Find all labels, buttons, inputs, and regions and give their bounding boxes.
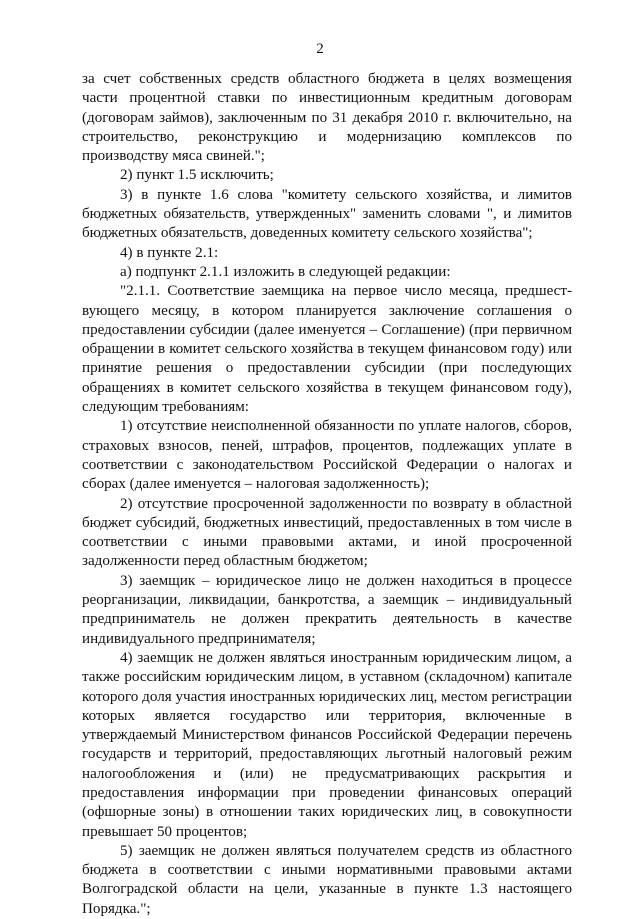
paragraph-requirement-2: 2) отсутствие просроченной задолженности по возврату в областной бюджет субсидий, бюджетных инвестиций, предоставленных в том числе в соответствии с иными правовыми актами, и иной просроченной задолженности перед областным бюджетом; [82, 495, 572, 570]
document-body [82, 70, 572, 919]
paragraph-subitem-a: а) подпункт 2.1.1 изложить в следующей редакции: [120, 263, 451, 280]
paragraph-item-2: 2) пункт 1.5 исключить; [120, 167, 274, 184]
paragraph-clause-2-1-1: "2.1.1. Соответствие заемщика на первое число месяца, предшест-вующего месяцу, в котором планируется заключение соглашения о предоставлении субсидии (далее именуется – Соглашение) (при первичном обращении в комитет сельского хозяйства в текущем финансовом году) или принятие решения о предоставлении субсидии (при последующих обращениях в комитет сельского хозяйства в текущем финансовом году), следующим требованиям: [82, 283, 572, 416]
page-number: 2 [316, 41, 324, 57]
paragraph-requirement-1: 1) отсутствие неисполненной обязанности по уплате налогов, сборов, страховых взносов, пеней, штрафов, процентов, подлежащих уплате в соответствии с законодательством Российской Федерации о налогах и сборах (далее именуется – налоговая задолженность); [82, 418, 572, 493]
paragraph-requirement-5: 5) заемщик не должен являться получателем средств из областного бюджета в соответствии с иными нормативными правовыми актами Волгоградской области на цели, указанные в пункте 1.3 настоящего Порядка."; [82, 842, 572, 917]
paragraph-requirement-4: 4) заемщик не должен являться иностранным юридическим лицом, а также российским юридическим лицом, в уставном (складочном) капитале которого доля участия иностранных юридических лиц, местом регистрации которых является государство или территория, включенные в утверждаемый Министерством финансов Российской Федерации перечень государств и территорий, предоставляющих льготный налоговый режим налогообложения и (или) не предусматривающих раскрытия и предоставления информации при проведении финансовых операций (офшорные зоны) в отношении таких юридических лиц, в совокупности превышает 50 процентов; [82, 649, 572, 840]
paragraph-item-3: 3) в пункте 1.6 слова "комитету сельского хозяйства, и лимитов бюджетных обязательств, утвержденных" заменить словами ", и лимитов бюджетных обязательств, доведенных комитету сельского хозяйства"; [82, 186, 572, 242]
paragraph-continuation: за счет собственных средств областного бюджета в целях возмещения части процентной ставки по инвестиционным кредитным договорам (договорам займов), заключенным по 31 декабря 2010 г. включительно, на строительство, реконструкцию и модернизацию комплексов по производству мяса свиней."; [82, 71, 572, 165]
paragraph-requirement-3: 3) заемщик – юридическое лицо не должен находиться в процессе реорганизации, ликвидации, банкротства, а заемщик – индивидуальный предприниматель не должен прекратить деятельность в качестве индивидуального предпринимателя; [82, 572, 572, 647]
paragraph-item-4: 4) в пункте 2.1: [120, 244, 219, 261]
